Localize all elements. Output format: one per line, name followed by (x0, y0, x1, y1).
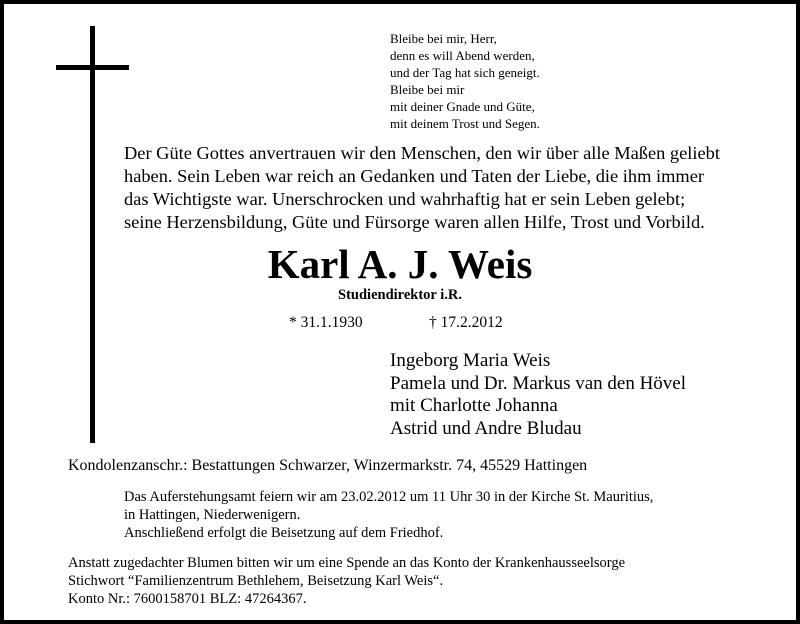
donation-line: Konto Nr.: 7600158701 BLZ: 47264367. (68, 591, 307, 607)
service-info (124, 488, 653, 542)
service-line: Anschließend erfolgt die Beisetzung auf dem Friedhof. (124, 525, 444, 541)
intro-line: seine Herzensbildung, Güte und Fürsorge waren allen Hilfe, Trost und Vorbild. (124, 212, 705, 232)
cross-icon (90, 26, 95, 443)
poem-line: Bleibe bei mir, Herr, (390, 31, 497, 46)
deceased-title: Studiendirektor i.R. (338, 287, 462, 303)
poem-line: mit deinem Trost und Segen. (390, 116, 540, 131)
family-member: mit Charlotte Johanna (390, 395, 558, 416)
birth-date: * 31.1.1930 (289, 314, 363, 331)
intro-line: Der Güte Gottes anvertrauen wir den Menschen, den wir über alle Maßen geliebt (124, 143, 720, 163)
donation-info (68, 554, 625, 608)
intro-text (124, 142, 720, 234)
family-list (390, 350, 686, 440)
poem-line: Bleibe bei mir (390, 82, 465, 97)
family-member: Pamela und Dr. Markus van den Hövel (390, 372, 687, 394)
death-date: † 17.2.2012 (429, 314, 503, 331)
poem-line: denn es will Abend werden, (390, 48, 535, 63)
condolence-address: Kondolenzanschr.: Bestattungen Schwarzer, Winzermarkstr. 74, 45529 Hattingen (68, 457, 588, 474)
poem-line: und der Tag hat sich geneigt. (390, 65, 540, 80)
poem-line: mit deiner Gnade und Güte, (390, 99, 535, 114)
cross-icon-bar (56, 65, 129, 70)
service-line: Das Auferstehungsamt feiern wir am 23.02.2012 um 11 Uhr 30 in der Kirche St. Mauritius, (124, 489, 654, 505)
donation-line: Anstatt zugedachter Blumen bitten wir um eine Spende an das Konto der Krankenhausseelsorge (68, 555, 626, 571)
service-line: in Hattingen, Niederwenigern. (124, 507, 301, 523)
intro-line: das Wichtigste war. Unerschrocken und wahrhaftig hat er sein Leben gelebt; (124, 189, 686, 209)
poem (390, 30, 540, 132)
deceased-name: Karl A. J. Weis (267, 241, 533, 287)
intro-line: haben. Sein Leben war reich an Gedanken und Taten der Liebe, die ihm immer (124, 166, 705, 186)
donation-line: Stichwort “Familienzentrum Bethlehem, Beisetzung Karl Weis“. (68, 573, 444, 589)
family-member: Ingeborg Maria Weis (390, 350, 551, 371)
family-member: Astrid und Andre Bludau (390, 417, 582, 439)
